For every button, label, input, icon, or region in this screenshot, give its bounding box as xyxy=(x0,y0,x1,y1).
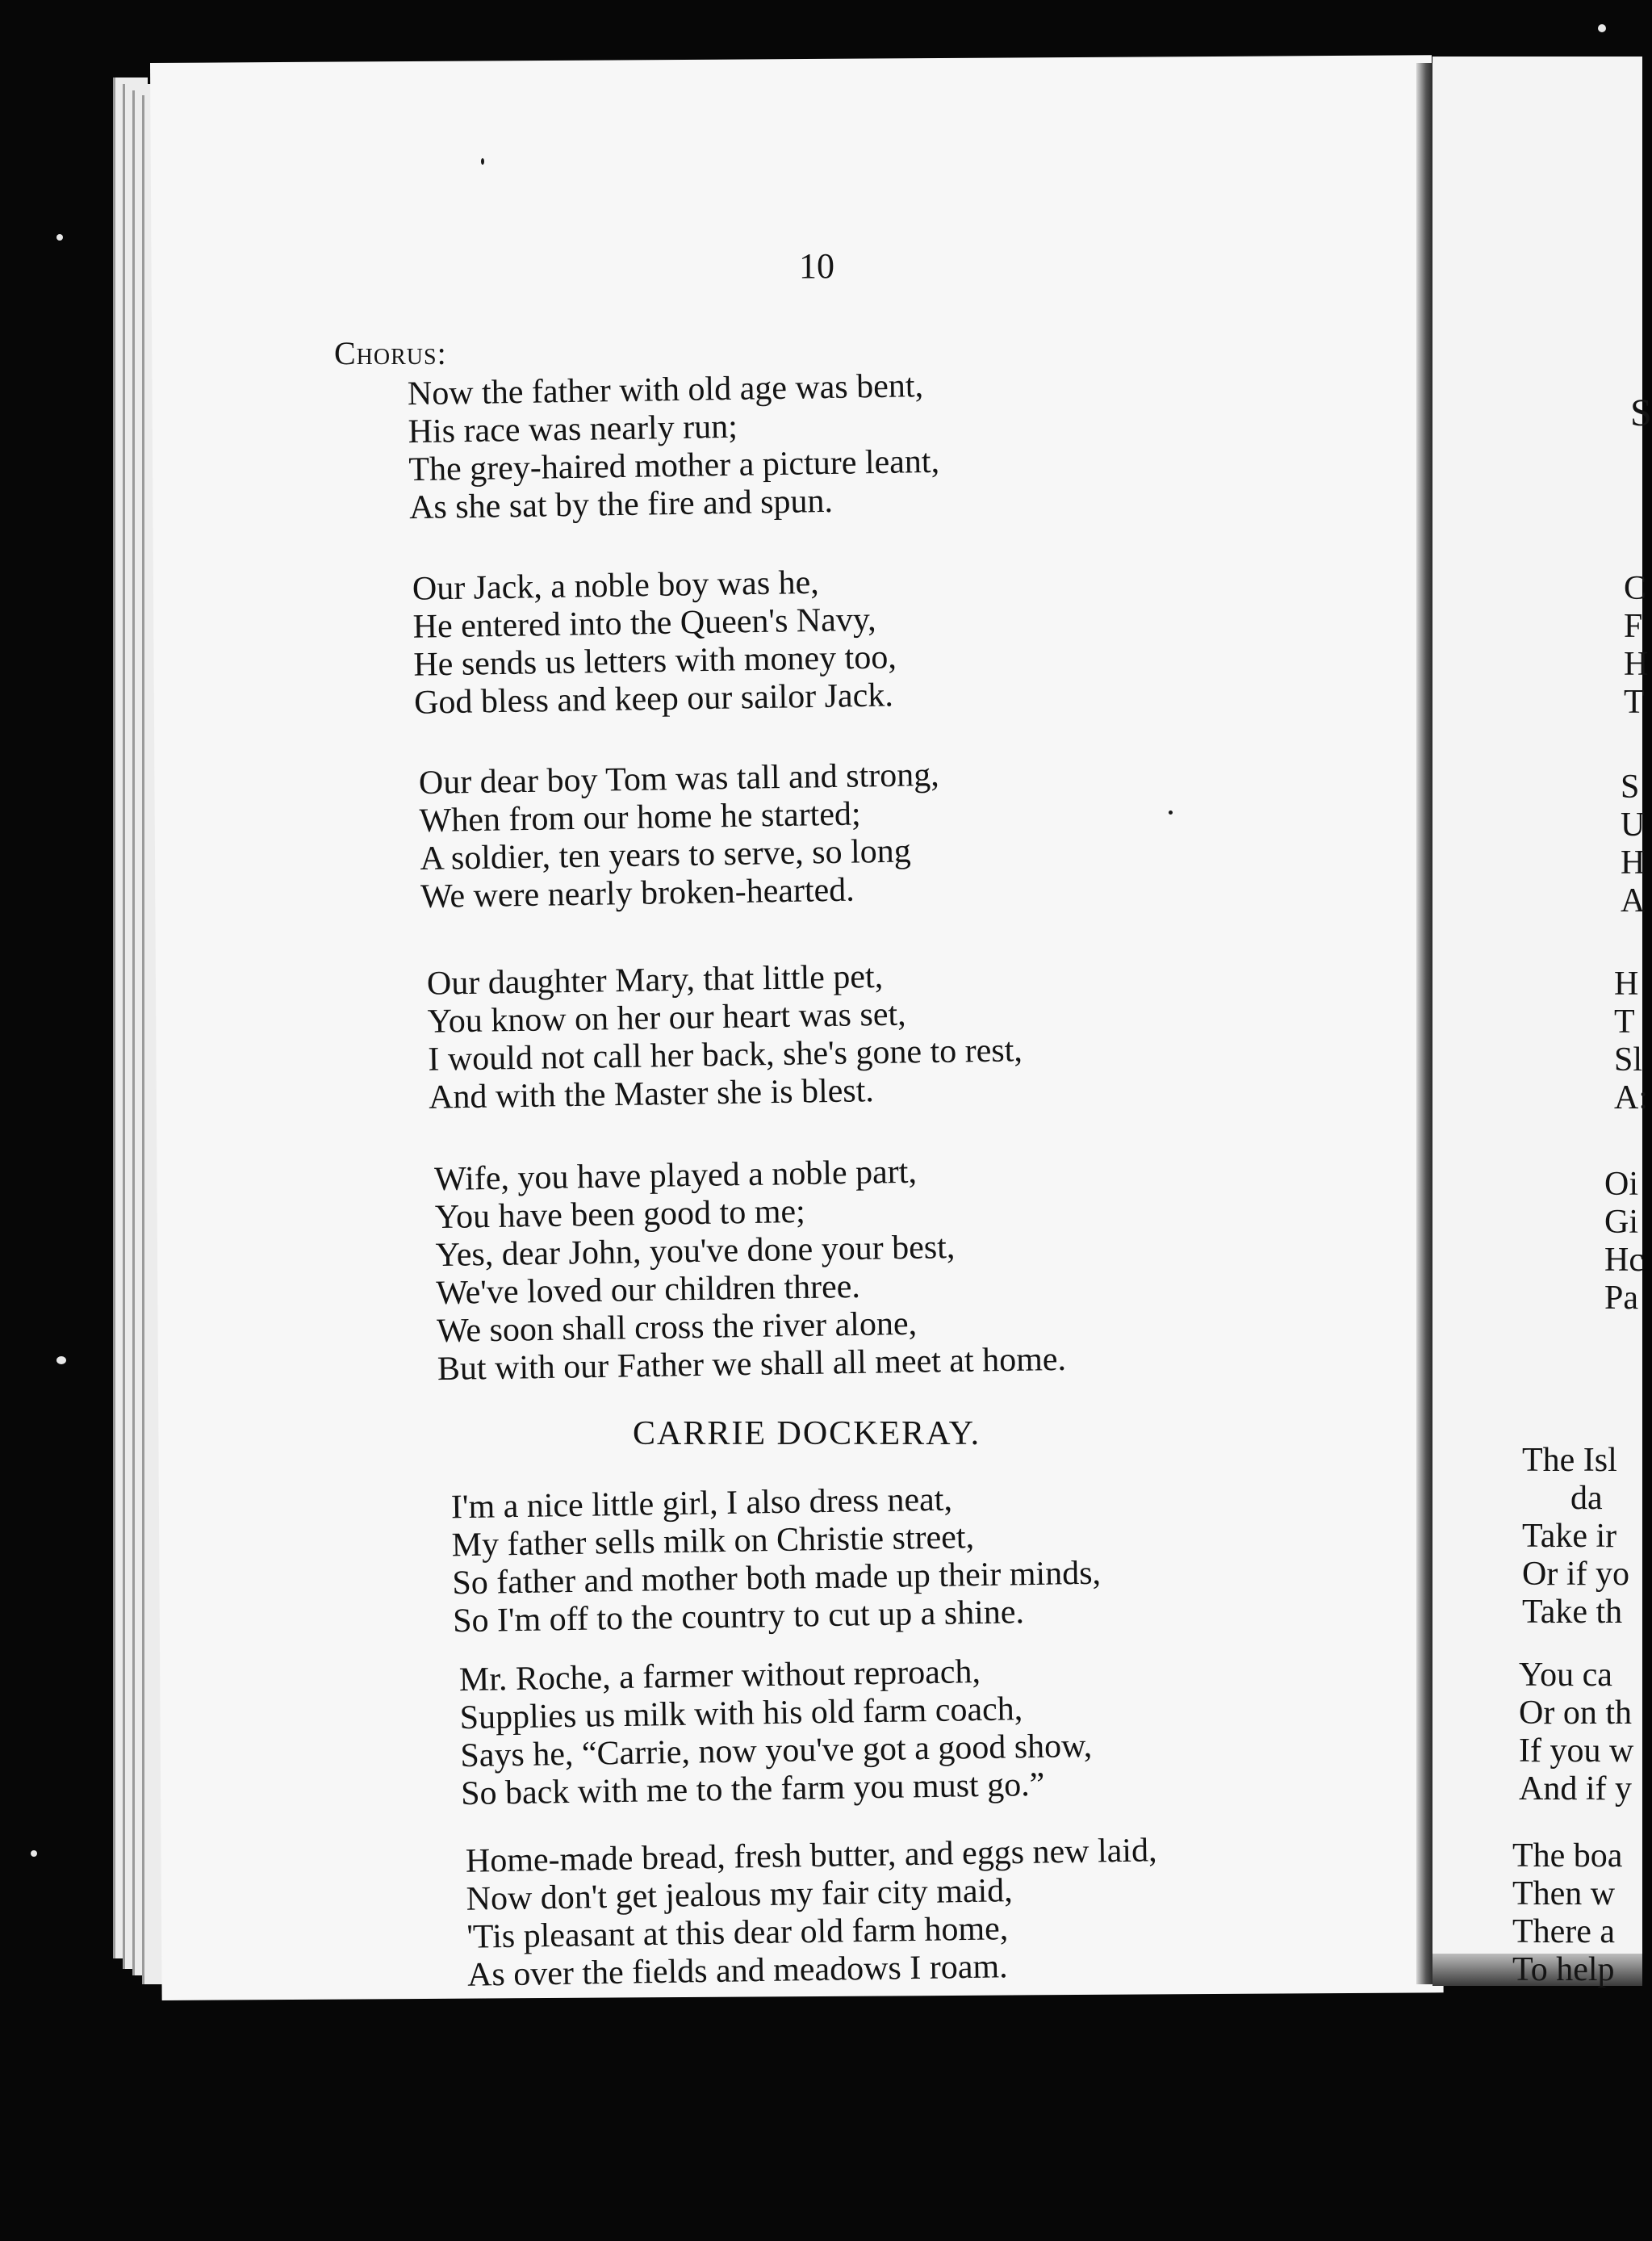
verse-fragment: H xyxy=(1624,646,1649,683)
prose-fragment: The Isl xyxy=(1522,1442,1617,1479)
verse-line: God bless and keep our sailor Jack. xyxy=(413,676,894,722)
prose-fragment: da xyxy=(1570,1480,1603,1517)
verse-line: His race was nearly run; xyxy=(408,408,738,451)
verse-line: Now the father with old age was bent, xyxy=(407,367,924,413)
right-stanza xyxy=(1604,1166,1644,1317)
prose-fragment: If you w xyxy=(1519,1732,1634,1770)
verse-fragment: Sl xyxy=(1614,1041,1643,1079)
verse-stanza xyxy=(434,1151,1066,1389)
prose-fragment: Take ir xyxy=(1522,1518,1617,1555)
verse-fragment: H xyxy=(1614,966,1639,1003)
verse-stanza xyxy=(419,756,942,916)
verse-fragment: A xyxy=(1621,882,1646,919)
verse-line: My father sells milk on Christie street, xyxy=(451,1518,975,1565)
dust-speck xyxy=(1169,811,1173,815)
prose-fragment: Or on th xyxy=(1519,1694,1632,1732)
verse-stanza xyxy=(427,956,1023,1117)
chorus-stanza xyxy=(408,367,941,527)
verse-line: Wife, you have played a noble part, xyxy=(433,1153,918,1199)
verse-line: And with the Master she is blest. xyxy=(428,1072,875,1116)
song-stanza xyxy=(451,1479,1102,1641)
page-number: 10 xyxy=(799,246,834,286)
dust-speck xyxy=(56,234,63,241)
verse-line: We were nearly broken-hearted. xyxy=(420,871,855,916)
verse-line: You know on her our heart was set, xyxy=(427,995,906,1041)
right-prose-block xyxy=(1512,1837,1622,1989)
verse-line: Now don't get jealous my fair city maid, xyxy=(466,1872,1014,1918)
verse-fragment: Oi xyxy=(1604,1166,1638,1203)
prose-fragment: You ca xyxy=(1519,1657,1612,1694)
verse-fragment: Pa xyxy=(1604,1280,1638,1317)
verse-line: Our Jack, a noble boy was he, xyxy=(412,563,820,608)
verse-line: Home-made bread, fresh butter, and eggs new laid, xyxy=(465,1832,1157,1880)
right-title-fragment: S xyxy=(1630,392,1652,434)
verse-line: Mr. Roche, a farmer without reproach, xyxy=(458,1653,981,1699)
verse-line: I would not call her back, she's gone to rest, xyxy=(428,1032,1023,1079)
right-prose-block xyxy=(1522,1442,1629,1632)
dust-speck xyxy=(31,1850,37,1857)
verse-line: Our daughter Mary, that little pet, xyxy=(426,957,884,1003)
verse-stanza xyxy=(412,563,897,722)
verse-line: When from our home he started; xyxy=(419,795,861,840)
prose-fragment: Take th xyxy=(1522,1594,1623,1631)
prose-fragment: Or if yo xyxy=(1522,1556,1629,1593)
verse-fragment: T xyxy=(1614,1003,1635,1041)
verse-fragment: F xyxy=(1624,608,1643,645)
verse-line: A soldier, ten years to serve, so long xyxy=(420,832,912,878)
prose-fragment: To help xyxy=(1512,1951,1615,1988)
verse-line: As over the fields and meadows I roam. xyxy=(466,1948,1008,1994)
verse-line: Yes, dear John, you've done your best, xyxy=(435,1229,956,1275)
verse-line: But with our Father we shall all meet at home. xyxy=(437,1340,1067,1389)
chorus-label: Chorus: xyxy=(334,335,447,371)
dust-speck xyxy=(1598,24,1606,32)
verse-line: Supplies us milk with his old farm coach, xyxy=(459,1690,1023,1737)
prose-fragment: The boa xyxy=(1512,1837,1623,1874)
verse-line: 'Tis pleasant at this dear old farm home, xyxy=(466,1910,1009,1956)
verse-line: You have been good to me; xyxy=(434,1192,806,1237)
song-title: CARRIE DOCKERAY. xyxy=(633,1415,981,1452)
verse-line: He sends us letters with money too, xyxy=(413,639,897,684)
prose-fragment: Then w xyxy=(1512,1875,1616,1912)
verse-line: We've loved our children three. xyxy=(436,1267,861,1313)
verse-fragment: Hc xyxy=(1604,1242,1644,1279)
verse-line: Our dear boy Tom was tall and strong, xyxy=(418,756,940,802)
right-prose-block xyxy=(1519,1657,1633,1808)
song-stanza xyxy=(466,1832,1160,1994)
verse-fragment: A: xyxy=(1614,1079,1648,1116)
verse-line: So father and mother both made up their minds, xyxy=(452,1554,1102,1602)
verse-line: Says he, “Carrie, now you've got a good show, xyxy=(460,1727,1093,1775)
verse-fragment: S xyxy=(1621,769,1640,806)
verse-line: So back with me to the farm you must go.” xyxy=(460,1766,1045,1813)
song-stanza xyxy=(459,1652,1094,1813)
right-stanza xyxy=(1621,769,1645,920)
prose-fragment: And if y xyxy=(1519,1770,1632,1807)
verse-line: He entered into the Queen's Navy, xyxy=(412,601,876,646)
verse-line: As she sat by the fire and spun. xyxy=(408,482,834,527)
dust-speck xyxy=(56,1356,66,1364)
verse-fragment: C xyxy=(1624,570,1647,607)
verse-fragment: Gi xyxy=(1604,1204,1638,1241)
prose-fragment: There a xyxy=(1512,1913,1616,1950)
verse-fragment: H xyxy=(1621,844,1646,882)
verse-line: The grey-haired mother a picture leant, xyxy=(408,442,940,489)
right-stanza xyxy=(1614,966,1648,1117)
right-stanza xyxy=(1624,570,1648,722)
book-gutter xyxy=(1416,63,1432,1984)
verse-fragment: T xyxy=(1624,684,1645,721)
verse-line: I'm a nice little girl, I also dress neat, xyxy=(450,1481,953,1527)
verse-line: We soon shall cross the river alone, xyxy=(436,1305,918,1351)
verse-fragment: U xyxy=(1621,806,1646,844)
verse-line: So I'm off to the country to cut up a shine. xyxy=(452,1594,1025,1640)
dust-speck xyxy=(481,158,484,165)
